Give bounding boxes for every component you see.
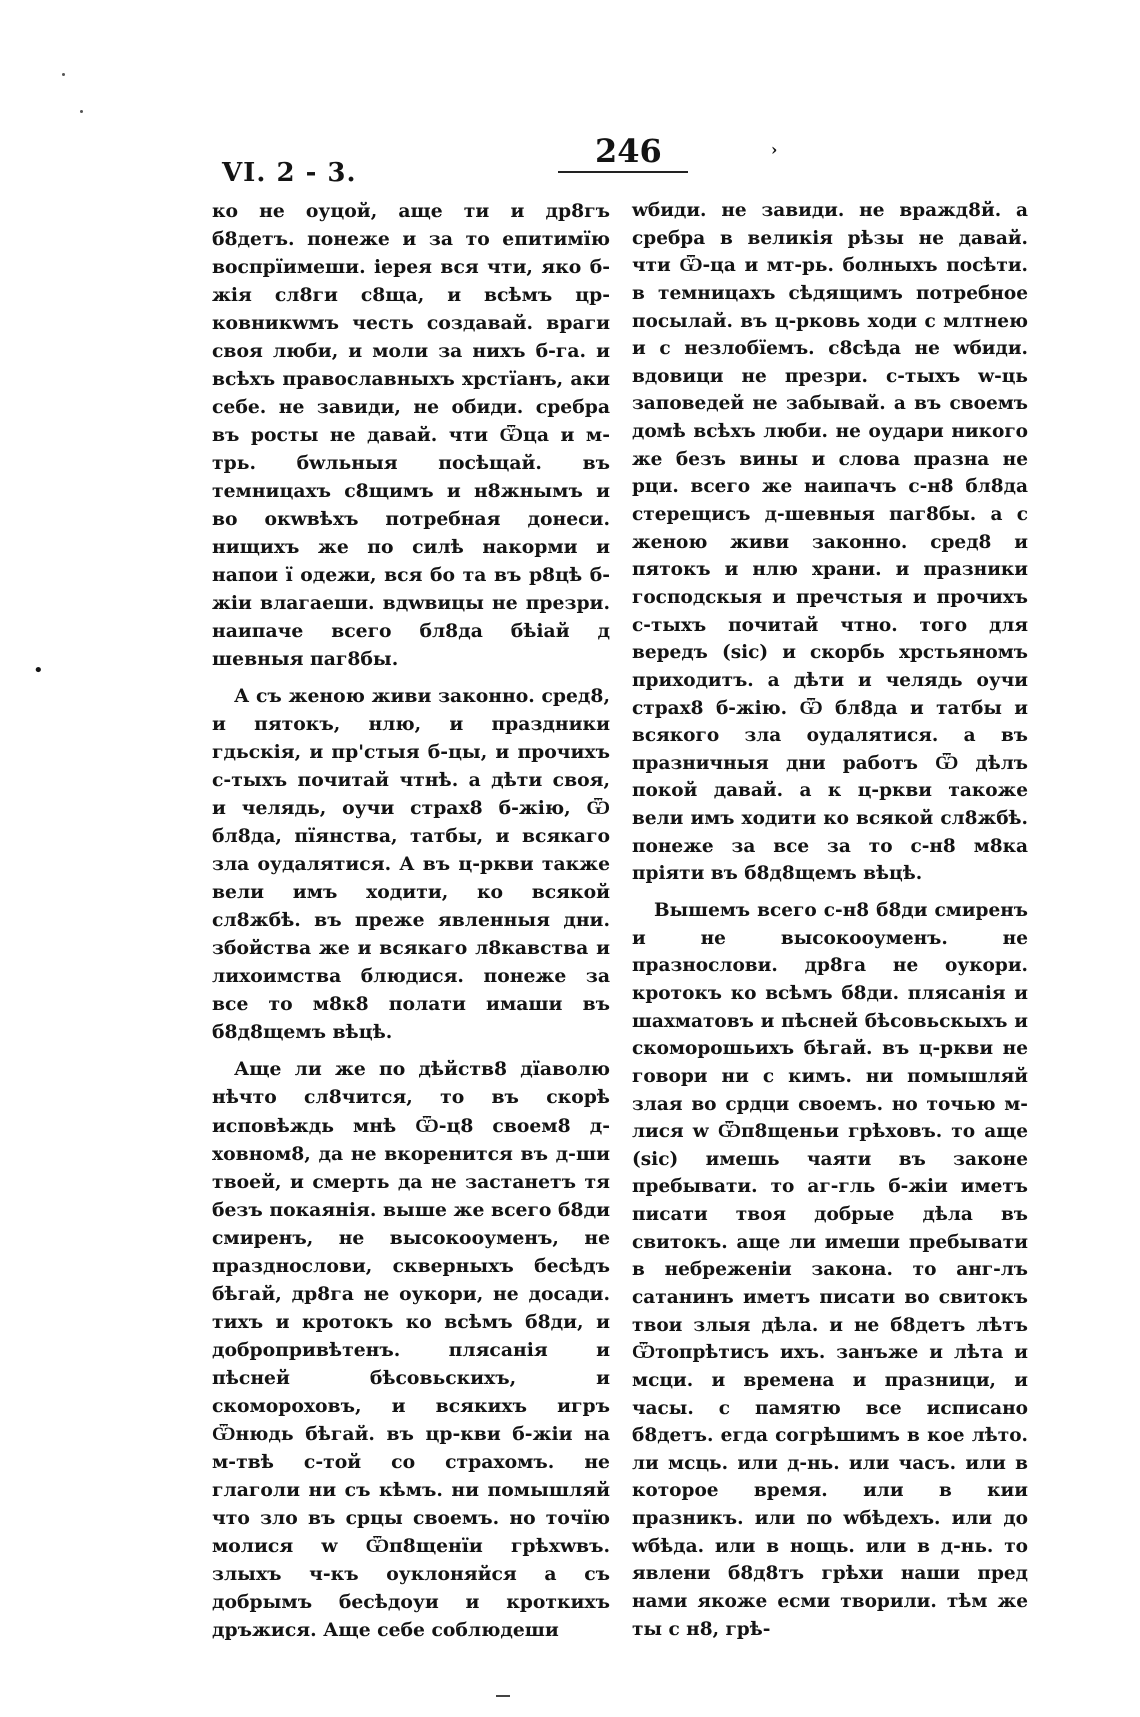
right-paragraph-2: Вышемъ всего с-н8 б8ди смиренъ и не высокооуменъ. не празнослови. др8га не оукори. кротокъ ко всѣмъ б8ди. плясанiя и шахматовъ и пѣсней бѣсовьскыхъ и скоморошьихъ бѣгай. въ ц-ркви не говори ни с кимъ. ни помышляй злая во срдци своемъ. но точью м-лися w Ѿп8щеньи грѣховъ. то аще (sic) имешь чаяти въ законе пребывати. то аг-гль б-жiи иметъ писати твоя добрые дѣла въ свитокъ. аще ли имеши пребывати в небреженiи закона. то анг-лъ сатанинъ иметъ писати во свитокъ твои злыя дѣла. и не б8детъ лѣтъ Ѿтопрѣтисъ ихъ. занъже и лѣта и мсци. и времена и празници, и часы. с памятю все исписано б8детъ. егда согрѣшимъ в кое лѣто. ли мсць. или д-нь. или часъ. или в которое время. или в кии празникъ. или по wбѣдехъ. или до wбѣда. или в нощь. или в д-нь. то явлени б8д8тъ грѣхи наши пред нами якоже есми творили. тѣм же ты с н8, грѣ- — [632, 900, 1028, 1640]
scan-speck — [62, 73, 65, 76]
left-column — [212, 197, 610, 1644]
scan-speck — [80, 110, 83, 113]
section-reference: VI. 2 - 3. — [222, 158, 357, 188]
margin-bullet: • — [33, 660, 44, 681]
left-paragraph-3: Аще ли же по дѣйств8 дїаволю нѣчто сл8чится, то въ скорѣ исповѣждь мнѣ Ѿ-ц8 своем8 д-ховном8, да не вкоренится въ д-ши твоей, и смерть да не застанетъ тя безъ покаянiя. выше же всего б8ди смиренъ, не высокооуменъ, не празднослови, скверныхъ бесѣдъ бѣгай, др8га не оукори, не досади. тихъ и кротокъ ко всѣмъ б8ди, и добропривѣтенъ. плясанiя и пѣсней бѣсовьскихъ, и скомороховъ, и всякихъ игръ Ѿнюдь бѣгай. въ цр-кви б-жiи на м-твѣ с-той со страхомъ. не глаголи ни съ кѣмъ. ни помышляй что зло въ срцы своемъ. но точїю молися w Ѿп8щенїи грѣхwвъ. злыхъ ч-къ оуклоняйся а съ добрымъ бесѣдоуи и кроткихъ дръжися. Аще себе соблюдеши — [212, 1058, 610, 1641]
left-paragraph-1: ко не оуцой, аще ти и др8гъ б8детъ. понеже и за то епитимїю воспрїимеши. iерея вся чти, яко б-жiя сл8ги с8ща, и всѣмъ цр-ковникwмъ честь создавай. враги своя люби, и моли за нихъ б-га. и всѣхъ православныхъ хрстїанъ, аки себе. не завиди, не обиди. сребра въ росты не давай. чти Ѿца и м-трь. бwльныя посѣщай. въ темницахъ с8щимъ и н8жнымъ и во окwвѣхъ потребная донеси. нищихъ же по силѣ накорми и напои ї одежи, вся бо та въ р8цѣ б-жiи влагаеши. вдwвицы не презри. наипаче всего бл8да бѣiай д шевныя паг8бы. — [212, 200, 610, 671]
header-rule — [558, 171, 688, 173]
footer-mark — [496, 1695, 510, 1697]
right-column — [632, 197, 1028, 1643]
right-paragraph-1: wбиди. не завиди. не вражд8й. а сребра в великiя рѣзы не давай. чти Ѿ-ца и мт-рь. болныхъ посѣти. в темницахъ сѣдящимъ потребное посылай. въ ц-рковь ходи с млтнею и с незлобїемъ. с8сѣда не wбиди. вдовици не презри. с-тыхъ w-ць заповедей не забывай. а въ своемъ домѣ всѣхъ люби. не оудари никого же безъ вины и слова празна не рци. всего же наипачъ с-н8 бл8да стерещисъ д-шевныя паг8бы. а с женою живи законно. сред8 и пятокъ и нлю храни. и празники господскыя и пречстыя и прочихъ с-тыхъ почитай чтно. того для вередъ (sic) и скорбь хрстьяномъ приходитъ. а дѣти и челядь оучи страх8 б-жiю. Ѿ бл8да и татбы и всякого зла оудалятися. а въ празничныя дни работъ Ѿ дѣлъ покой давай. а к ц-ркви такоже вели имъ ходити ко всякой сл8жбѣ. понеже за все за то с-н8 м8ка прiяти въ б8д8щемъ вѣцѣ. — [632, 200, 1028, 885]
left-paragraph-2: А съ женою живи законно. сред8, и пятокъ, нлю, и праздники гдьскiя, и пр'стыя б-цы, и прочихъ с-тыхъ почитай чтнѣ. а дѣти своя, и челядь, оучи страх8 б-жiю, Ѿ бл8да, пїянства, татбы, и всякаго зла оудалятися. А въ ц-ркви также вели имъ ходити, ко всякой сл8жбѣ. въ преже явленныя дни. збойства же и всякаго л8кавства и лихоимства блюдися. понеже за все то м8к8 полати имаши въ б8д8щемъ вѣцѣ. — [212, 685, 610, 1044]
header-mark: › — [771, 140, 778, 159]
page-number: 246 — [595, 132, 662, 170]
